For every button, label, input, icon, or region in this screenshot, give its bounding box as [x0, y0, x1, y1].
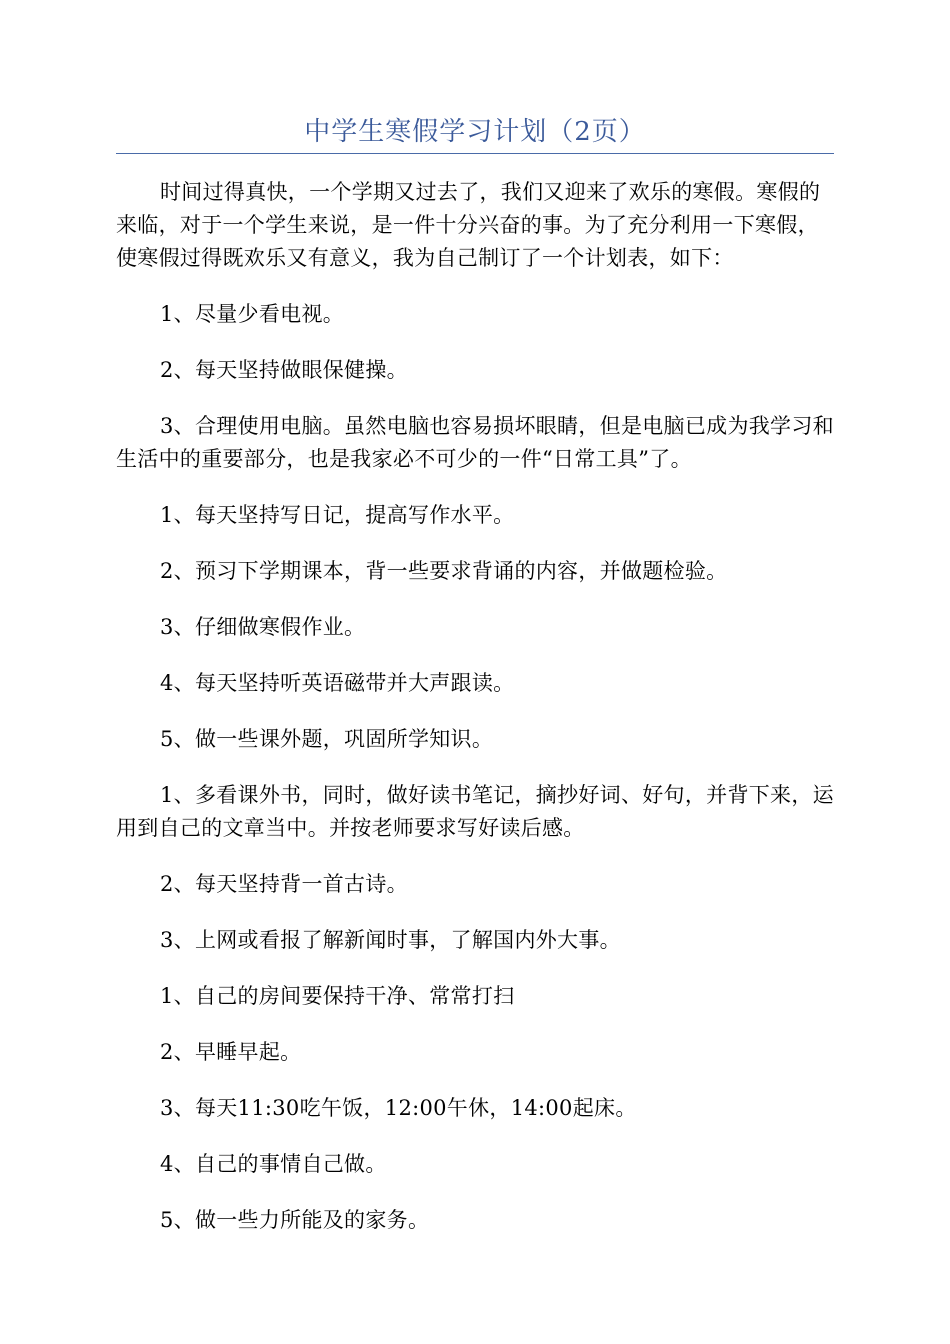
- list-item: 1、多看课外书，同时，做好读书笔记，摘抄好词、好句，并背下来，运用到自己的文章当中。并按老师要求写好读后感。: [116, 783, 834, 840]
- list-item: 3、仔细做寒假作业。: [160, 615, 366, 639]
- list-item: 1、尽量少看电视。: [160, 302, 345, 326]
- document-title: 中学生寒假学习计划（2页）: [304, 117, 646, 147]
- list-item: 3、合理使用电脑。虽然电脑也容易损坏眼睛，但是电脑已成为我学习和生活中的重要部分，也是我家必不可少的一件“日常工具”了。: [116, 414, 834, 471]
- list-item: 1、自己的房间要保持干净、常常打扫: [160, 984, 515, 1008]
- list-item: 4、自己的事情自己做。: [160, 1152, 387, 1176]
- intro-paragraph: 时间过得真快，一个学期又过去了，我们又迎来了欢乐的寒假。寒假的来临，对于一个学生来说，是一件十分兴奋的事。为了充分利用一下寒假，使寒假过得既欢乐又有意义，我为自己制订了一个计划表，如下：: [116, 180, 821, 270]
- list-item: 2、预习下学期课本，背一些要求背诵的内容，并做题检验。: [160, 559, 728, 583]
- list-item: 5、做一些课外题，巩固所学知识。: [160, 727, 494, 751]
- list-item: 1、每天坚持写日记，提高写作水平。: [160, 503, 515, 527]
- list-item: 4、每天坚持听英语磁带并大声跟读。: [160, 671, 515, 695]
- list-item: 5、做一些力所能及的家务。: [160, 1208, 430, 1232]
- list-item: 3、上网或看报了解新闻时事，了解国内外大事。: [160, 928, 621, 952]
- list-item: 2、每天坚持做眼保健操。: [160, 358, 408, 382]
- list-item: 3、每天11:30吃午饭，12:00午休，14:00起床。: [160, 1096, 637, 1120]
- list-item: 2、每天坚持背一首古诗。: [160, 872, 408, 896]
- document-body: [116, 176, 834, 1260]
- list-item: 2、早睡早起。: [160, 1040, 302, 1064]
- title-underline: [116, 153, 834, 154]
